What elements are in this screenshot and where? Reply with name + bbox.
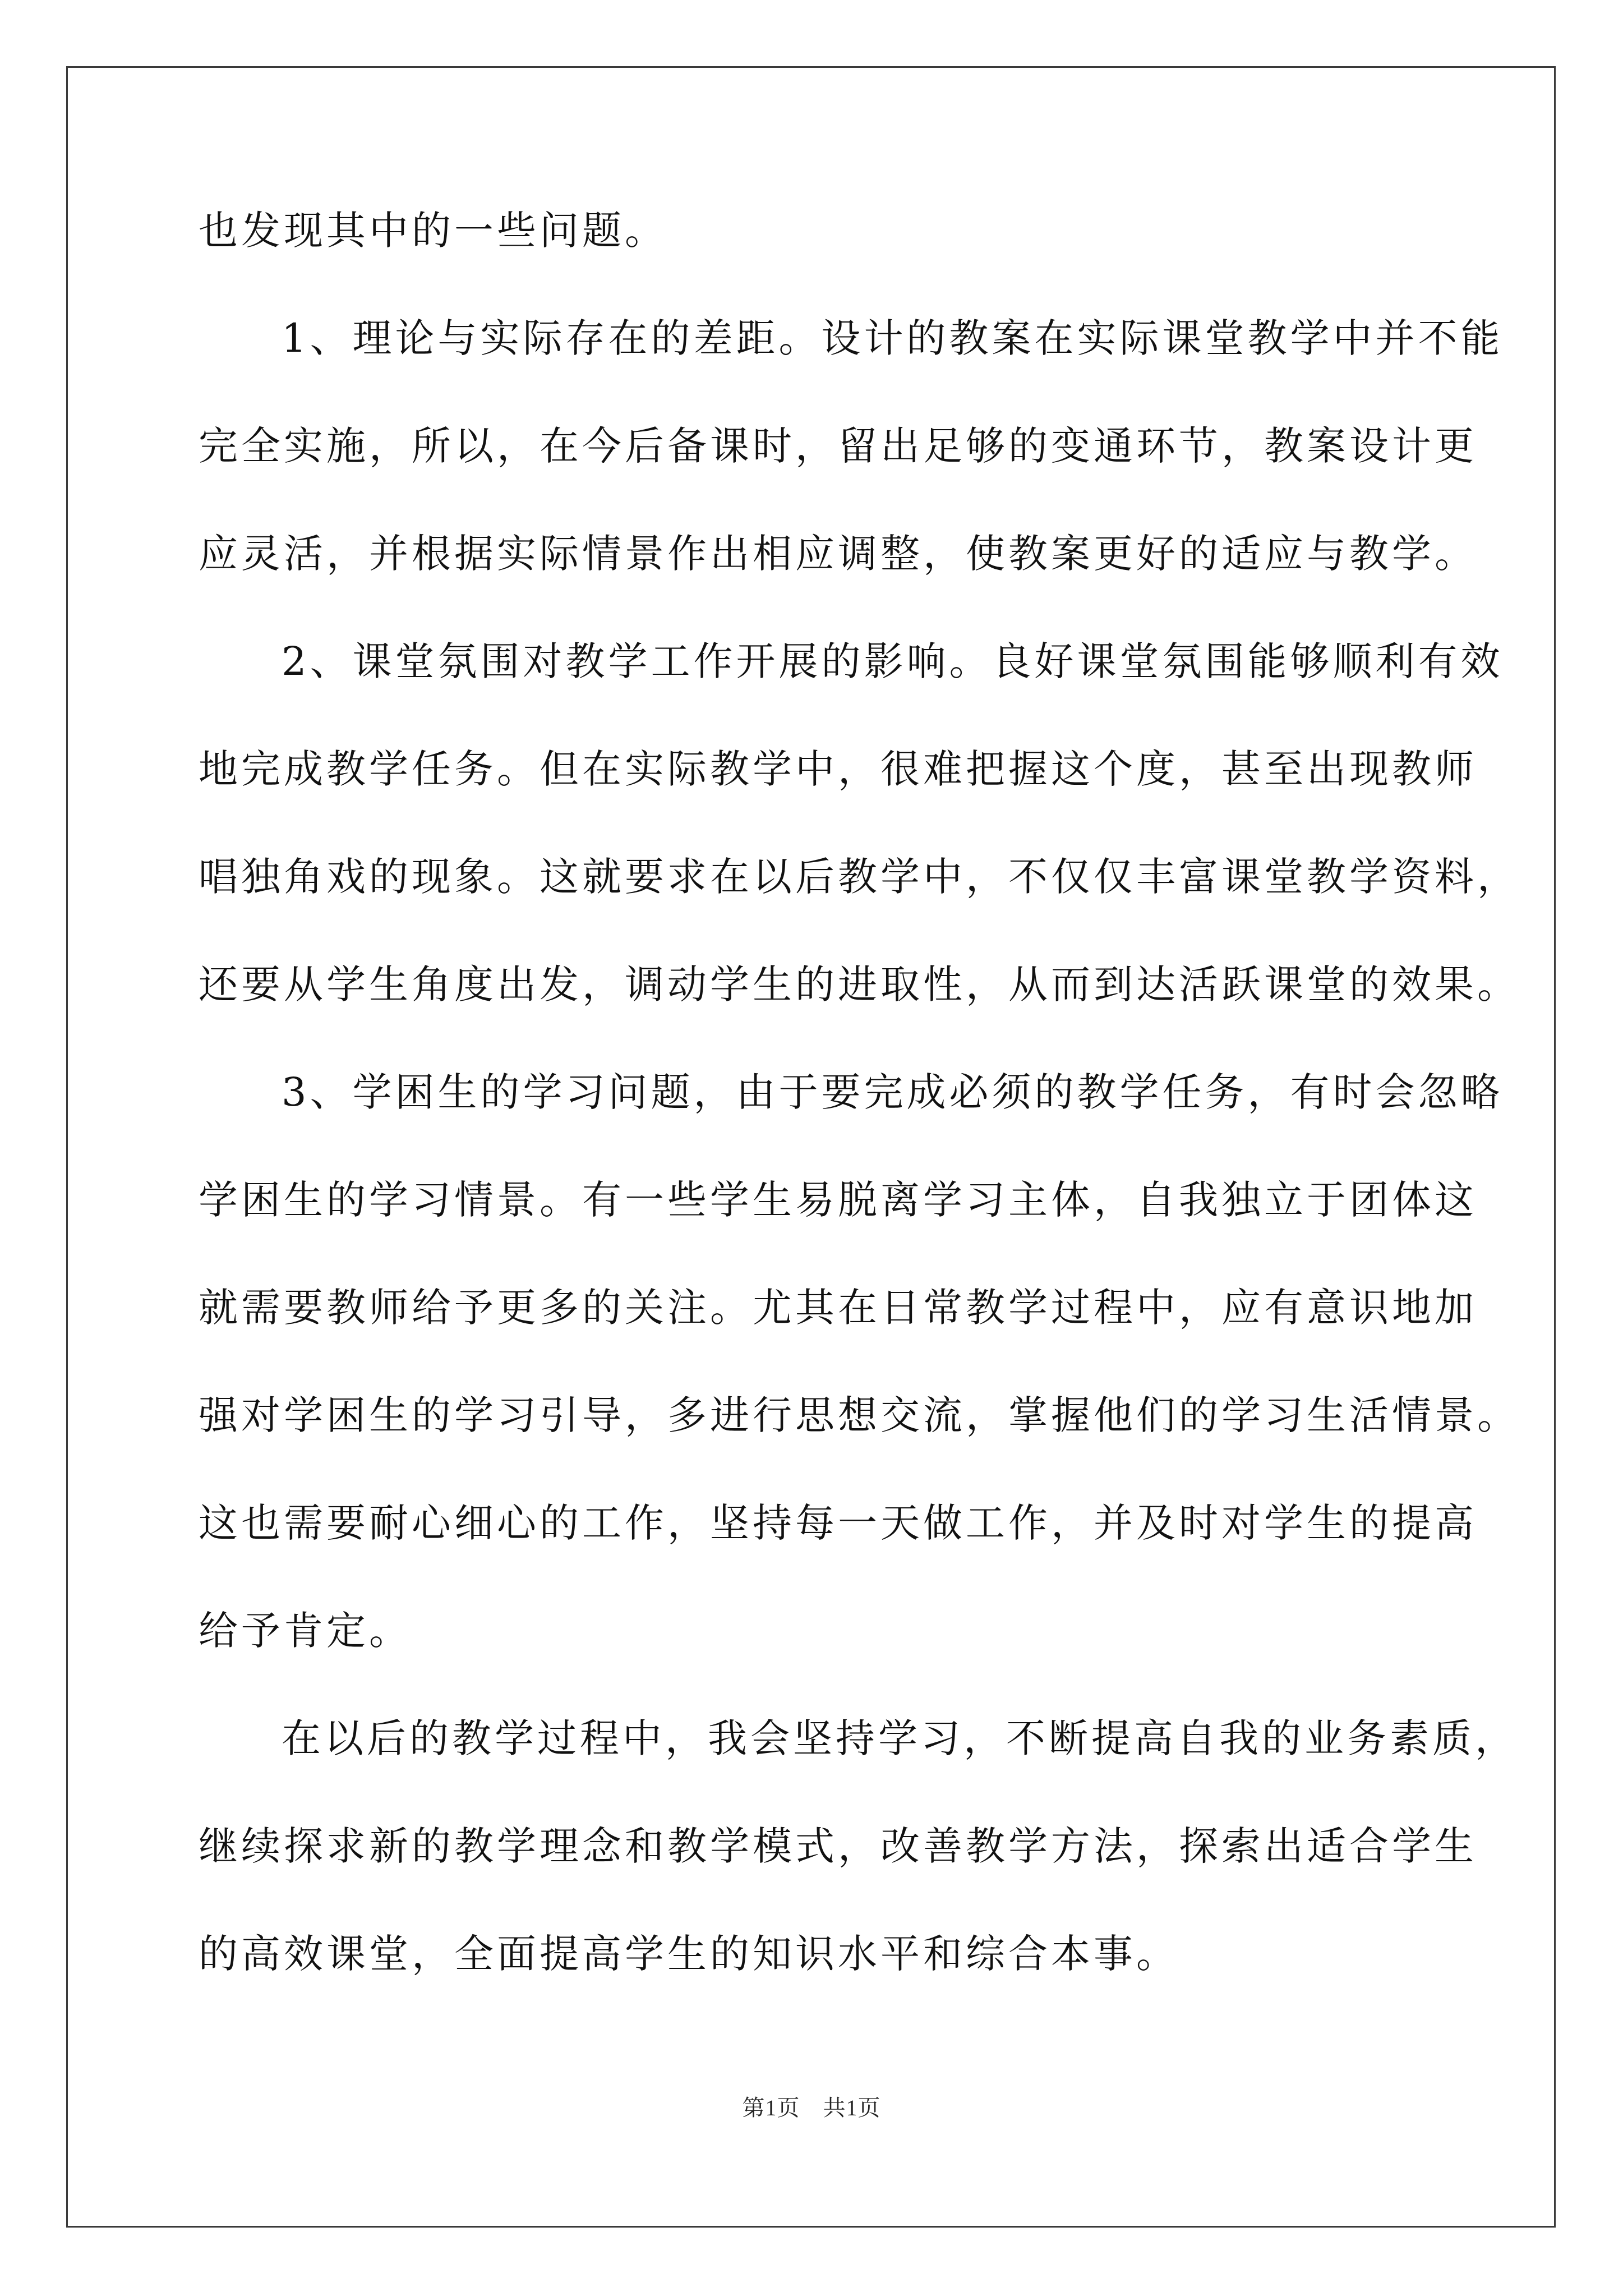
text-line: 学困生的学习情景。有一些学生易脱离学习主体，自我独立于团体这 (199, 1177, 1477, 1223)
text-line-paragraph-2-start: 2、课堂氛围对教学工作开展的影响。良好课堂氛围能够顺利有效 (282, 638, 1504, 684)
text-line: 继续探求新的教学理念和教学模式，改善教学方法，探索出适合学生 (199, 1823, 1477, 1869)
text-line-paragraph-4-start: 在以后的教学过程中，我会坚持学习，不断提高自我的业务素质， (282, 1715, 1518, 1761)
page-number-footer: 第1页 共1页 (742, 2095, 881, 2120)
text-line: 应灵活，并根据实际情景作出相应调整，使教案更好的适应与教学。 (199, 531, 1477, 577)
text-line: 地完成教学任务。但在实际教学中，很难把握这个度，甚至出现教师 (199, 746, 1477, 792)
document-body (199, 208, 1520, 2042)
text-line: 就需要教师给予更多的关注。尤其在日常教学过程中，应有意识地加 (199, 1285, 1477, 1331)
text-line: 也发现其中的一些问题。 (199, 208, 667, 254)
text-line: 完全实施，所以，在今后备课时，留出足够的变通环节，教案设计更 (199, 423, 1477, 469)
text-line: 还要从学生角度出发，调动学生的进取性，从而到达活跃课堂的效果。 (199, 961, 1520, 1007)
text-line: 给予肯定。 (199, 1608, 412, 1654)
text-line-paragraph-3-start: 3、学困生的学习问题，由于要完成必须的教学任务，有时会忽略 (282, 1069, 1504, 1115)
text-line-paragraph-1-start: 1、理论与实际存在的差距。设计的教案在实际课堂教学中并不能 (282, 315, 1504, 361)
text-line: 唱独角戏的现象。这就要求在以后教学中，不仅仅丰富课堂教学资料， (199, 854, 1520, 900)
text-line: 强对学困生的学习引导，多进行思想交流，掌握他们的学习生活情景。 (199, 1392, 1520, 1438)
text-line: 这也需要耐心细心的工作，坚持每一天做工作，并及时对学生的提高 (199, 1500, 1477, 1546)
text-line: 的高效课堂，全面提高学生的知识水平和综合本事。 (199, 1931, 1179, 1977)
